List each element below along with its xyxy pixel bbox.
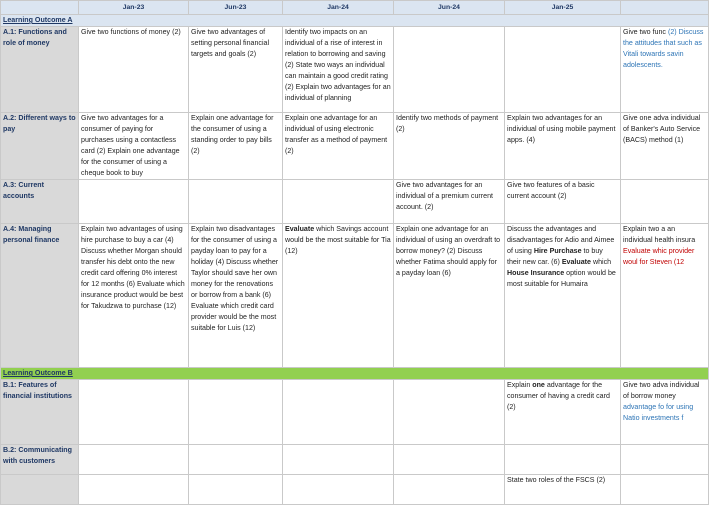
row-label-a1[interactable]: A.1: Functions and role of money: [1, 27, 79, 113]
cell-a4-jan-24-text: which Savings account would be the most suitable for Tia (12): [285, 225, 391, 255]
cell-a1-jun-24[interactable]: [394, 27, 505, 113]
learning-outcome-b-label: Learning Outcome B: [3, 369, 73, 377]
row-label-a4[interactable]: A.4: Managing personal finance: [1, 224, 79, 368]
cell-b1-jan-25-bold: one: [532, 381, 545, 389]
cell-b3-jan-24[interactable]: [283, 475, 394, 505]
column-header-jan-25[interactable]: Jan-25: [505, 1, 621, 15]
table-row-a4: [1, 224, 709, 368]
column-header-jun-24[interactable]: Jun-24: [394, 1, 505, 15]
cell-b2-jan-25[interactable]: [505, 445, 621, 475]
cell-b1-extra-text: Give two adva individual of borrow money: [623, 381, 700, 400]
table-row-a3: [1, 180, 709, 224]
cell-a4-extra[interactable]: [621, 224, 709, 368]
cell-b2-extra[interactable]: [621, 445, 709, 475]
learning-outcome-b-row: [1, 368, 709, 380]
learning-outcome-a-row: [1, 15, 709, 27]
table-row-b2: [1, 445, 709, 475]
cell-a4-jan-23[interactable]: Explain two advantages of using hire purchase to buy a car (4) Discuss whether Morgan should transfer his debt onto the new credit card offering 0% interest for 12 months (6) Evaluate which insurance product would be best for Takudzwa to purchase (12): [79, 224, 189, 368]
cell-b1-jan-24[interactable]: [283, 380, 394, 445]
cell-a3-jun-24[interactable]: Give two advantages for an individual of a premium current account. (2): [394, 180, 505, 224]
cell-a1-jan-24[interactable]: Identify two impacts on an individual of a rise of interest in relation to borrowing and saving (2) State two ways an individual can maintain a good credit rating (2) Explain two advantages for an individual of planning: [283, 27, 394, 113]
cell-a4-jan-25-text-2: to buy their new car. (6): [507, 247, 603, 266]
cell-a4-jan-24[interactable]: [283, 224, 394, 368]
cell-a2-jan-23[interactable]: Give two advantages for a consumer of paying for purchases using a contactless card (2) Explain one advantage for the consumer of using a cheque book to buy: [79, 113, 189, 180]
cell-b3-jun-24[interactable]: [394, 475, 505, 505]
cell-b1-jan-25-text-1: Explain: [507, 381, 533, 389]
cell-a4-jan-25-text-1: Discuss the advantages and disadvantages for Adio and Aimee of using: [507, 225, 615, 255]
row-label-a2[interactable]: A.2: Different ways to pay: [1, 113, 79, 180]
column-header-jan-24[interactable]: Jan-24: [283, 1, 394, 15]
header-row: [1, 1, 709, 15]
cell-b3-jan-25[interactable]: State two roles of the FSCS (2): [505, 475, 621, 505]
cell-a4-jun-24[interactable]: Explain one advantage for an individual of using an overdraft to borrow money? (2) Discuss whether Fatima should apply for a payday loan (6): [394, 224, 505, 368]
cell-a4-jan-25-text-3: which: [591, 258, 612, 266]
cell-b1-jan-23[interactable]: [79, 380, 189, 445]
cell-b3-extra[interactable]: [621, 475, 709, 505]
learning-outcome-a-cell[interactable]: [1, 15, 709, 27]
cell-b3-jan-23[interactable]: [79, 475, 189, 505]
row-label-a3[interactable]: A.3: Current accounts: [1, 180, 79, 224]
cell-a3-jan-25[interactable]: Give two features of a basic current account (2): [505, 180, 621, 224]
cell-b1-extra[interactable]: [621, 380, 709, 445]
cell-a1-jan-25[interactable]: [505, 27, 621, 113]
cell-a3-extra[interactable]: [621, 180, 709, 224]
column-header-jan-23[interactable]: Jan-23: [79, 1, 189, 15]
cell-a2-jan-24[interactable]: Explain one advantage for an individual of using electronic transfer as a method of payment (2): [283, 113, 394, 180]
cell-a3-jan-24[interactable]: [283, 180, 394, 224]
cell-b3-jun-23[interactable]: [189, 475, 283, 505]
cell-a4-jun-23[interactable]: Explain two disadvantages for the consumer of using a payday loan to pay for a holiday (4) Discuss whether Taylor should save her own money for the renovations or borrow from a bank (6) Evaluate which credit card provider would be the most suitable for Luis (12): [189, 224, 283, 368]
cell-b2-jan-24[interactable]: [283, 445, 394, 475]
table-row-b1: [1, 380, 709, 445]
cell-b1-jun-24[interactable]: [394, 380, 505, 445]
row-label-b3[interactable]: [1, 475, 79, 505]
cell-a4-jan-25-bold-1: Hire Purchase: [533, 247, 582, 255]
cell-a1-extra[interactable]: [621, 27, 709, 113]
cell-a4-extra-text: Explain two a an individual health insura: [623, 225, 696, 244]
cell-a1-jun-23[interactable]: Give two advantages of setting personal financial targets and goals (2): [189, 27, 283, 113]
cell-a1-extra-blue-text: (2) Discuss the attitudes that such as Vitali towards savin adolescents.: [623, 28, 704, 69]
cell-a2-jan-25[interactable]: Explain two advantages for an individual of using mobile payment apps. (4): [505, 113, 621, 180]
cell-a2-jun-23[interactable]: Explain one advantage for the consumer of using a standing order to pay bills (2): [189, 113, 283, 180]
cell-a4-jan-25-bold-3: House Insurance: [507, 269, 565, 277]
cell-b2-jan-23[interactable]: [79, 445, 189, 475]
cell-a3-jun-23[interactable]: [189, 180, 283, 224]
row-label-b2[interactable]: B.2: Communicating with customers: [1, 445, 79, 475]
cell-a4-extra-red-text: Evaluate whic provider woul for Steven (12: [623, 247, 695, 266]
column-header-jun-23[interactable]: Jun-23: [189, 1, 283, 15]
cell-a4-jan-25-text-4: option would be most suitable for Humaira: [507, 269, 616, 288]
learning-outcome-b-cell[interactable]: [1, 368, 709, 380]
cell-b2-jun-23[interactable]: [189, 445, 283, 475]
table-row-a2: [1, 113, 709, 180]
cell-a2-jun-24[interactable]: Identify two methods of payment (2): [394, 113, 505, 180]
cell-b1-jan-25[interactable]: [505, 380, 621, 445]
cell-b1-jan-25-text-2: advantage for the consumer of having a credit card (2): [507, 381, 610, 411]
cell-b1-jun-23[interactable]: [189, 380, 283, 445]
cell-a3-jan-23[interactable]: [79, 180, 189, 224]
cell-a4-jan-25-bold-2: Evaluate: [561, 258, 591, 266]
column-header-extra[interactable]: [621, 1, 709, 15]
row-label-b1[interactable]: B.1: Features of financial institutions: [1, 380, 79, 445]
table-row-a1: [1, 27, 709, 113]
cell-a2-extra[interactable]: Give one adva individual of Banker's Auto Service (BACS) method (1): [621, 113, 709, 180]
table-row-b3: [1, 475, 709, 505]
cell-a4-jan-24-bold: Evaluate: [285, 225, 315, 233]
learning-outcome-a-label: Learning Outcome A: [3, 16, 73, 24]
cell-a1-jan-23[interactable]: Give two functions of money (2): [79, 27, 189, 113]
cell-a1-extra-text: Give two func: [623, 28, 666, 36]
cell-b2-jun-24[interactable]: [394, 445, 505, 475]
corner-cell[interactable]: [1, 1, 79, 15]
cell-a4-jan-25[interactable]: [505, 224, 621, 368]
cell-b1-extra-blue-text: advantage fo for using Natio investments f: [623, 403, 694, 422]
